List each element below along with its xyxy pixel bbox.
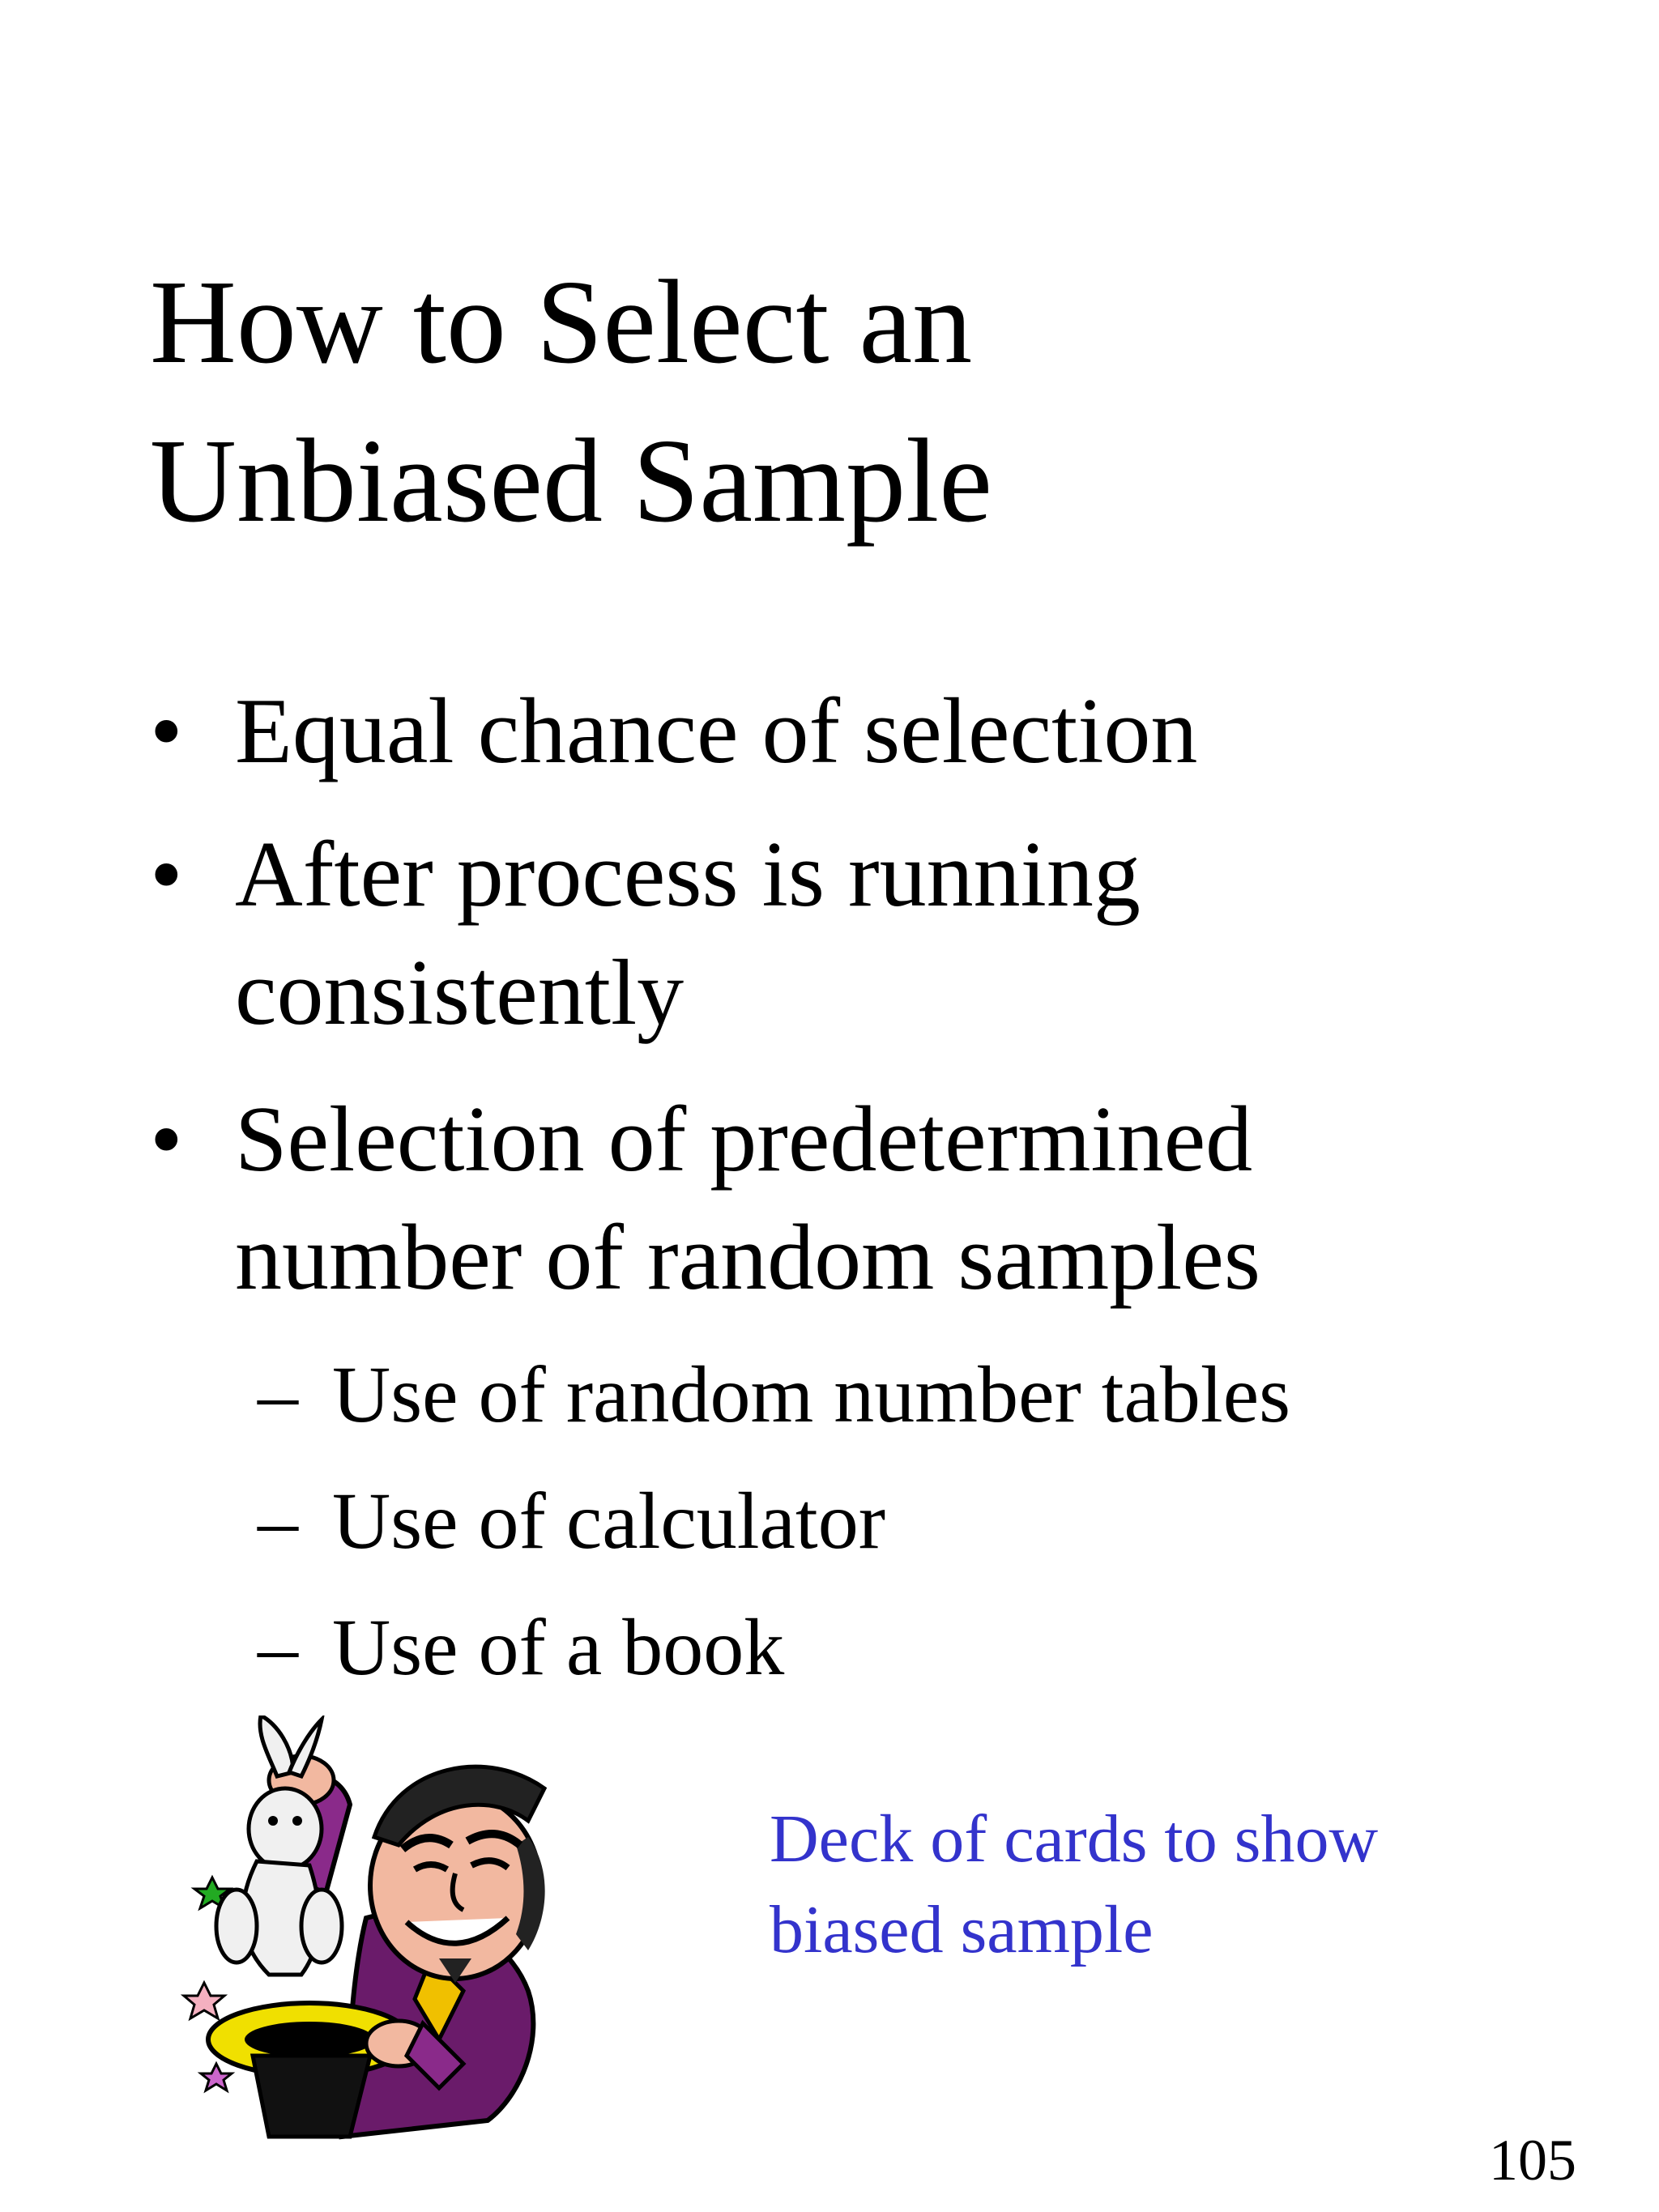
sub-bullet-text: Use of random number tables (332, 1349, 1291, 1439)
page-number: 105 (1489, 2128, 1576, 2193)
sub-bullet-dash: – (258, 1349, 298, 1439)
sub-bullet-dash: – (258, 1602, 298, 1692)
bullet-text: Selection of predetermined (235, 1088, 1253, 1191)
sub-bullet-text: Use of a book (332, 1602, 785, 1692)
title-line-2: Unbiased Sample (150, 415, 992, 548)
sub-bullet-text: Use of calculator (332, 1476, 886, 1566)
bullet-text: After process is running (235, 823, 1141, 927)
bullet-text: number of random samples (235, 1206, 1261, 1310)
title-line-1: How to Select an (150, 256, 973, 389)
bullet-text: Equal chance of selection (235, 680, 1198, 783)
note-line: biased sample (770, 1892, 1154, 1967)
bullet-dot: • (150, 1088, 183, 1191)
note-line: Deck of cards to show (770, 1801, 1379, 1877)
bullet-dot: • (150, 823, 183, 927)
bullet-text: consistently (235, 941, 684, 1045)
magician-rabbit-hat-icon (180, 1715, 633, 2153)
note-text (770, 1794, 1378, 1975)
bullet-dot: • (150, 680, 183, 783)
sub-bullet-dash: – (258, 1476, 298, 1566)
